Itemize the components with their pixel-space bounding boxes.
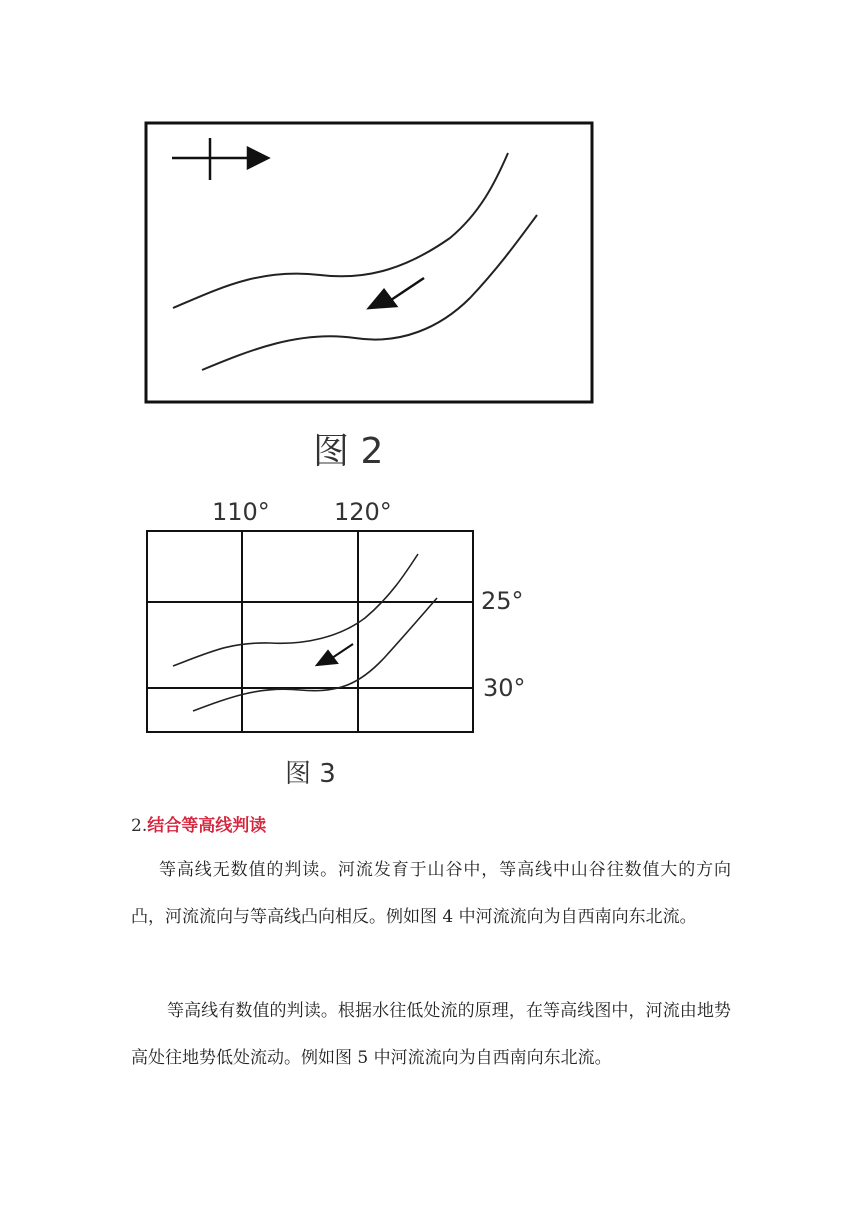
figure-3-caption: 图 3 [285,759,336,789]
paragraph-valued-contours: 等高线有数值的判读。根据水往低处流的原理，在等高线图中，河流由地势高处往地势低处流动。例如图 5 中河流流向为自西南向东北流。 [131,1001,731,1068]
longitude-label-120: 120° [334,498,392,526]
river-bank-lower [202,215,537,370]
river-bank-upper [173,554,418,666]
flow-direction-arrow-icon [369,278,424,308]
figure-2-diagram [140,118,600,408]
flow-direction-arrow-icon [317,644,353,665]
latitude-label-30: 30° [483,674,526,702]
river-bank-lower [193,598,437,711]
section-title: 结合等高线判读 [147,816,267,836]
figure-2-caption: 图 2 [313,431,384,472]
section-number: 2. [131,816,148,836]
figure-3-diagram [140,492,540,742]
river-bank-upper [173,153,508,308]
compass-arrow-icon [172,138,268,180]
figure-3-frame [147,531,473,732]
longitude-label-110: 110° [212,498,270,526]
section-heading [131,815,266,837]
figure-2-frame [146,123,592,402]
paragraph-unvalued-contours: 等高线无数值的判读。河流发育于山谷中，等高线中山谷往数值大的方向凸，河流流向与等高线凸向相反。例如图 4 中河流流向为自西南向东北流。 [131,860,731,927]
latitude-label-25: 25° [481,587,524,615]
